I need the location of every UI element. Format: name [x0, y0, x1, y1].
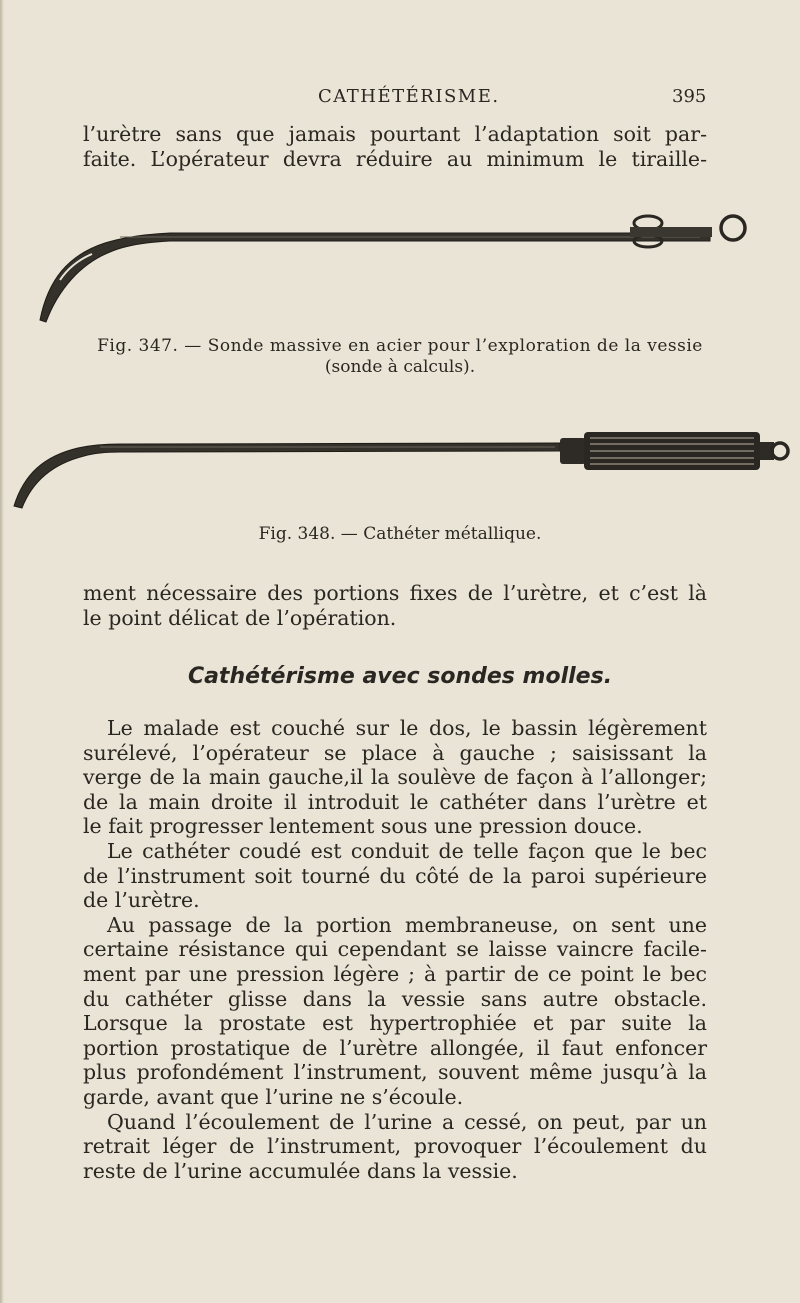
text-line: Quand l’écoulement de l’urine a cessé, on peut, par un [107, 1109, 707, 1134]
paragraph-continued [83, 581, 707, 630]
paragraph [83, 1110, 707, 1184]
text-line: Lorsque la prostate est hypertrophiée et par suite la [83, 1011, 707, 1036]
page-number: 395 [672, 86, 707, 107]
text-line: Le malade est couché sur le dos, le bassin légèrement [107, 716, 707, 740]
paragraph-top [83, 122, 707, 171]
section-heading: Cathétérisme avec sondes molles. [187, 664, 613, 689]
catheter-illustration [0, 420, 800, 520]
figure-347-caption [80, 336, 720, 378]
text-line: de l’instrument soit tourné du côté de la paroi supérieure [83, 863, 707, 888]
figure-347 [0, 200, 800, 330]
text-line: de la main droite il introduit le cathéter dans l’urètre et [83, 789, 707, 814]
text-line: du cathéter glisse dans la vessie sans autre obstacle. [83, 986, 707, 1011]
running-title: CATHÉTÉRISME. [318, 86, 500, 107]
text-line: retrait léger de l’instrument, provoquer l’écoulement du [83, 1134, 707, 1159]
text-line: certaine résistance qui cependant se laisse vaincre facile- [83, 937, 707, 962]
body-text [83, 716, 707, 1183]
figure-348-caption [80, 524, 720, 545]
text-line: Au passage de la portion membraneuse, on sent une [107, 912, 707, 937]
text-line: le point délicat de l’opération. [83, 605, 397, 630]
figure-348 [0, 420, 800, 520]
text-line: faite. L’opérateur devra réduire au minimum le tiraille- [83, 146, 707, 171]
text-line: portion prostatique de l’urètre allongée, il faut enfoncer [83, 1035, 707, 1060]
caption-line: (sonde à calculs). [324, 357, 476, 377]
text-line: Le cathéter coudé est conduit de telle façon que le bec [107, 838, 707, 863]
text-line: ment nécessaire des portions fixes de l’urètre, et c’est là [83, 581, 707, 605]
page-edge [0, 0, 4, 1303]
text-line: de l’urètre. [83, 888, 200, 913]
text-line: reste de l’urine accumulée dans la vessie. [83, 1158, 518, 1183]
sound-illustration [0, 200, 800, 330]
text-line: garde, avant que l’urine ne s’écoule. [83, 1084, 464, 1109]
text-line: verge de la main gauche,il la soulève de façon à l’allonger; [83, 765, 707, 790]
caption-line: Fig. 347. — Sonde massive en acier pour l’exploration de la vessie [97, 336, 703, 356]
text-line: le fait progresser lentement sous une pression douce. [83, 814, 643, 839]
running-head [0, 86, 800, 110]
text-line: plus profondément l’instrument, souvent même jusqu’à la [83, 1060, 707, 1085]
text-line: l’urètre sans que jamais pourtant l’adaptation soit par- [83, 122, 707, 146]
caption-line: Fig. 348. — Cathéter métallique. [258, 524, 542, 544]
paragraph [83, 839, 707, 913]
paragraph [83, 913, 707, 1110]
text-line: ment par une pression légère ; à partir de ce point le bec [83, 961, 707, 986]
paragraph [83, 716, 707, 839]
text-line: surélevé, l’opérateur se place à gauche ; saisissant la [83, 740, 707, 765]
